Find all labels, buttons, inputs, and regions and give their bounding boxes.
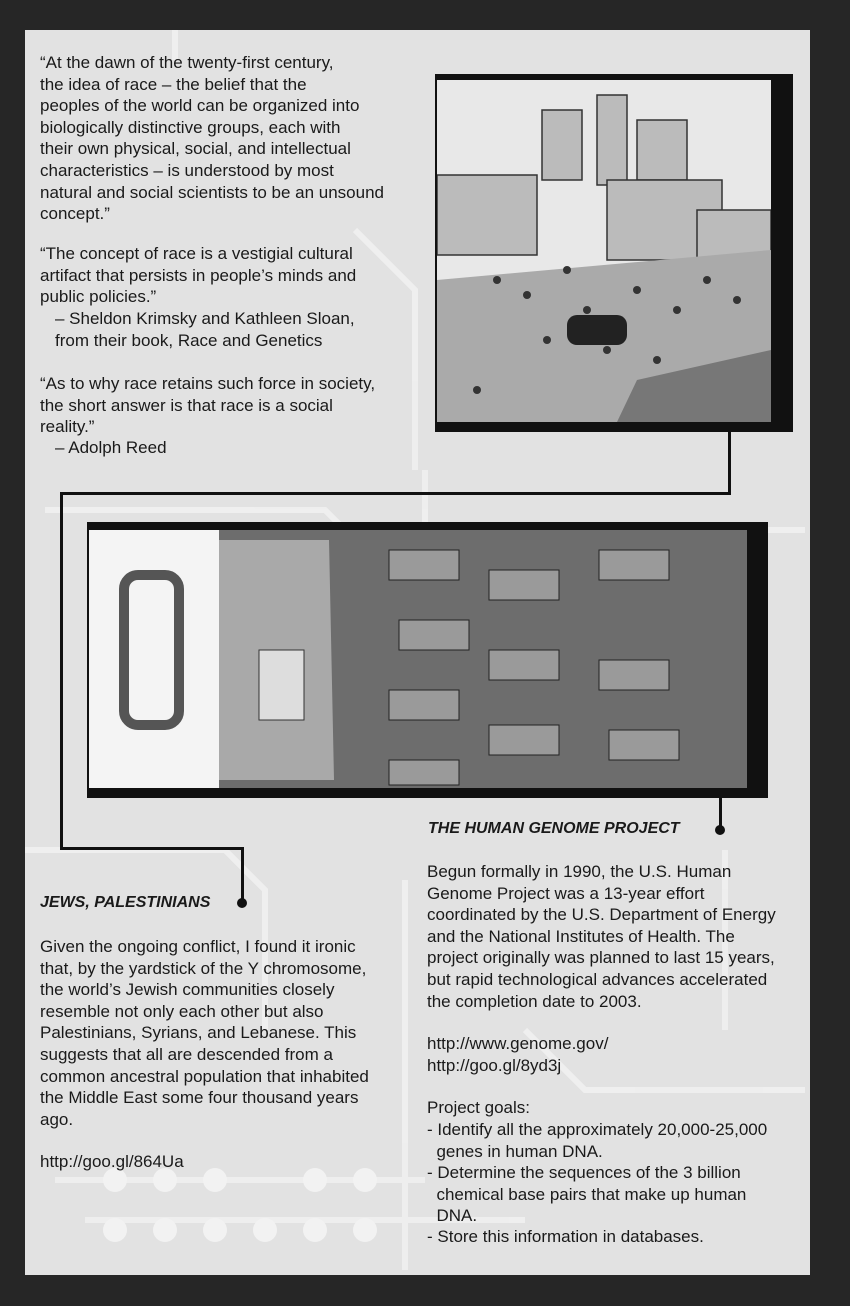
genome-short-link[interactable]: http://goo.gl/8yd3j (427, 1056, 562, 1075)
quote-attribution-krimsky: – Sheldon Krimsky and Kathleen Sloan, from their book, Race and Genetics (55, 309, 355, 350)
quote-attribution-reed: – Adolph Reed (55, 438, 167, 457)
jews-palestinians-heading: JEWS, PALESTINIANS (40, 894, 211, 911)
connector-dot (237, 898, 247, 908)
project-goal-item: - Determine the sequences of the 3 billion chemical base pairs that make up human DNA. (427, 1163, 747, 1226)
conference-room-illustration (89, 530, 747, 788)
quote-race-concept: “At the dawn of the twenty-first century, the idea of race – the belief that the peoples of the world can be organized into biologically distinctive groups, each with their own physical, social, and intellectual characteristics – is understood by most natural and social scientists to be an unsound concept.” (40, 53, 385, 224)
street-crowd-panel (435, 74, 793, 432)
project-goals-label: Project goals: (427, 1098, 530, 1117)
connector-line (719, 798, 722, 828)
connector-line (60, 492, 63, 849)
project-goal-item: - Identify all the approximately 20,000-25,000 genes in human DNA. (427, 1120, 768, 1161)
connector-line (728, 432, 731, 495)
project-goal-item: - Store this information in databases. (427, 1227, 704, 1246)
conference-room-panel (87, 522, 768, 798)
connector-dot (715, 825, 725, 835)
genome-link[interactable]: http://www.genome.gov/ (427, 1034, 609, 1053)
jews-palestinians-body: Given the ongoing conflict, I found it ironic that, by the yardstick of the Y chromosome, the world’s Jewish communities closely resemble not only each other but also Palestinians, Syrians, and Lebanese. This suggests that all are descended from a common ancestral population that inhabited the Middle East some four thousand years ago. (40, 937, 369, 1129)
connector-line (241, 847, 244, 899)
connector-line (60, 847, 243, 850)
human-genome-body: Begun formally in 1990, the U.S. Human Genome Project was a 13-year effort coordinated by the U.S. Department of Energy and the National Institutes of Health. The project originally was planned to last 15 years, but rapid technological advances accelerated the completion date to 2003. (427, 862, 776, 1011)
human-genome-heading: THE HUMAN GENOME PROJECT (428, 820, 680, 837)
jews-palestinians-link[interactable]: http://goo.gl/864Ua (40, 1152, 184, 1171)
quote-social-reality: “As to why race retains such force in society, the short answer is that race is a social reality.” (40, 374, 376, 437)
street-crowd-illustration (437, 80, 771, 422)
comic-page (25, 30, 810, 1275)
quote-vestigial: “The concept of race is a vestigial cultural artifact that persists in people’s minds and public policies.” (40, 244, 357, 307)
connector-line (60, 492, 731, 495)
